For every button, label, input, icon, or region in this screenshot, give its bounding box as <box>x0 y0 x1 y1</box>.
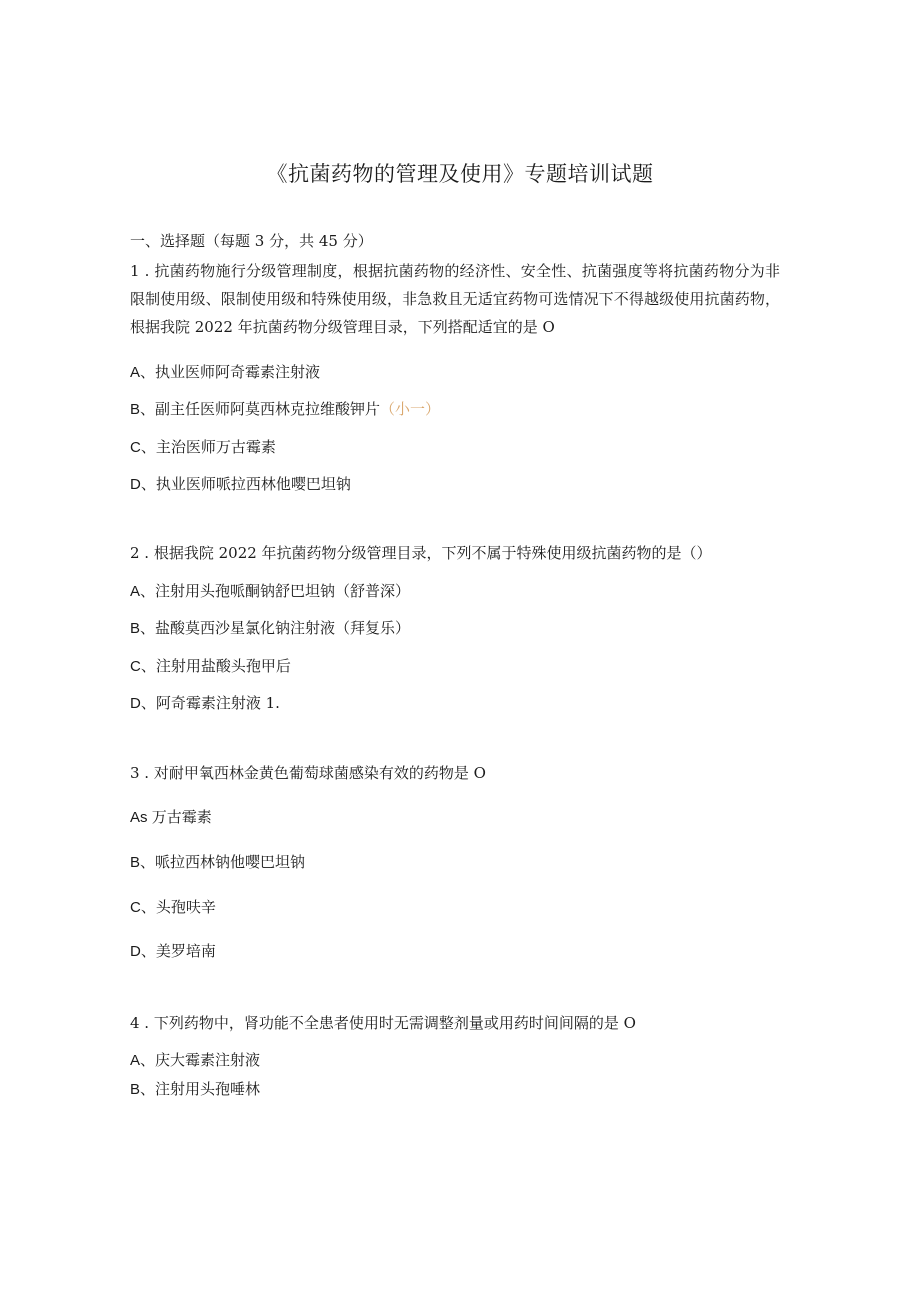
question-2-option-d <box>130 692 280 713</box>
question-3-option-d <box>130 940 216 961</box>
option-text: 头孢呋辛 <box>155 898 216 916</box>
option-text: 美罗培南 <box>155 942 216 960</box>
option-text: 执业医师哌拉西林他嘤巴坦钠 <box>155 475 351 493</box>
question-2-option-b <box>130 617 410 638</box>
question-4-option-b <box>130 1078 260 1099</box>
question-1-option-a <box>130 361 320 382</box>
question-4-stem: 4 . 下列药物中，肾功能不全患者使用时无需调整剂量或用药时间间隔的是 O <box>130 1014 636 1032</box>
option-text: 执业医师阿奇霉素注射液 <box>155 363 321 381</box>
option-letter: C、 <box>130 658 156 675</box>
option-letter: D、 <box>130 943 156 960</box>
handwritten-hint: （小一） <box>380 400 441 418</box>
question-3-stem: 3 . 对耐甲氧西林金黄色葡萄球菌感染有效的药物是 O <box>130 764 486 782</box>
option-text: 主治医师万古霉素 <box>155 438 276 456</box>
option-text: 副主任医师阿莫西林克拉维酸钾片 <box>155 400 381 418</box>
option-letter: A、 <box>130 1052 156 1069</box>
question-1-option-b <box>130 398 440 419</box>
option-letter: B、 <box>130 620 156 637</box>
option-letter: B、 <box>130 854 156 871</box>
option-text: 盐酸莫西沙星氯化钠注射液（拜复乐） <box>155 619 411 637</box>
option-letter: A、 <box>130 583 156 600</box>
question-1-option-c <box>130 436 276 457</box>
option-text: 注射用头孢唾林 <box>155 1080 261 1098</box>
option-text: 注射用头孢哌酮钠舒巴坦钠（舒普深） <box>155 582 411 600</box>
exam-title: 《抗菌药物的管理及使用》专题培训试题 <box>266 162 654 186</box>
option-letter: D、 <box>130 695 156 712</box>
option-text: 阿奇霉素注射液 1. <box>155 694 280 712</box>
option-letter: A、 <box>130 364 156 381</box>
option-letter: D、 <box>130 476 156 493</box>
option-text: 万古霉素 <box>151 808 212 826</box>
option-letter: C、 <box>130 439 156 456</box>
question-2-option-a <box>130 580 410 601</box>
option-text: 注射用盐酸头孢甲后 <box>155 657 291 675</box>
question-1-option-d <box>130 473 351 494</box>
question-3-option-b <box>130 851 305 872</box>
question-3-option-a <box>130 806 212 827</box>
question-4-option-a <box>130 1049 260 1070</box>
option-text: 哌拉西林钠他嘤巴坦钠 <box>155 853 306 871</box>
question-1-stem: 1 . 抗菌药物施行分级管理制度，根据抗菌药物的经济性、安全性、抗菌强度等将抗菌药物分为非限制使用级、限制使用级和特殊使用级，非急救且无适宜药物可选情况下不得越级使用抗菌药物，根据我院 2022 年抗菌药物分级管理目录，下列搭配适宜的是 O <box>130 262 780 336</box>
option-letter: B、 <box>130 1081 156 1098</box>
question-2-option-c <box>130 655 291 676</box>
option-text: 庆大霉素注射液 <box>155 1051 261 1069</box>
option-letter: B、 <box>130 401 156 418</box>
option-letter: C、 <box>130 899 156 916</box>
question-3-option-c <box>130 896 216 917</box>
section-heading: 一、选择题（每题 3 分，共 45 分） <box>130 232 373 250</box>
option-letter: As <box>130 809 152 826</box>
question-2-stem: 2 . 根据我院 2022 年抗菌药物分级管理目录，下列不属于特殊使用级抗菌药物的是（） <box>130 544 712 562</box>
